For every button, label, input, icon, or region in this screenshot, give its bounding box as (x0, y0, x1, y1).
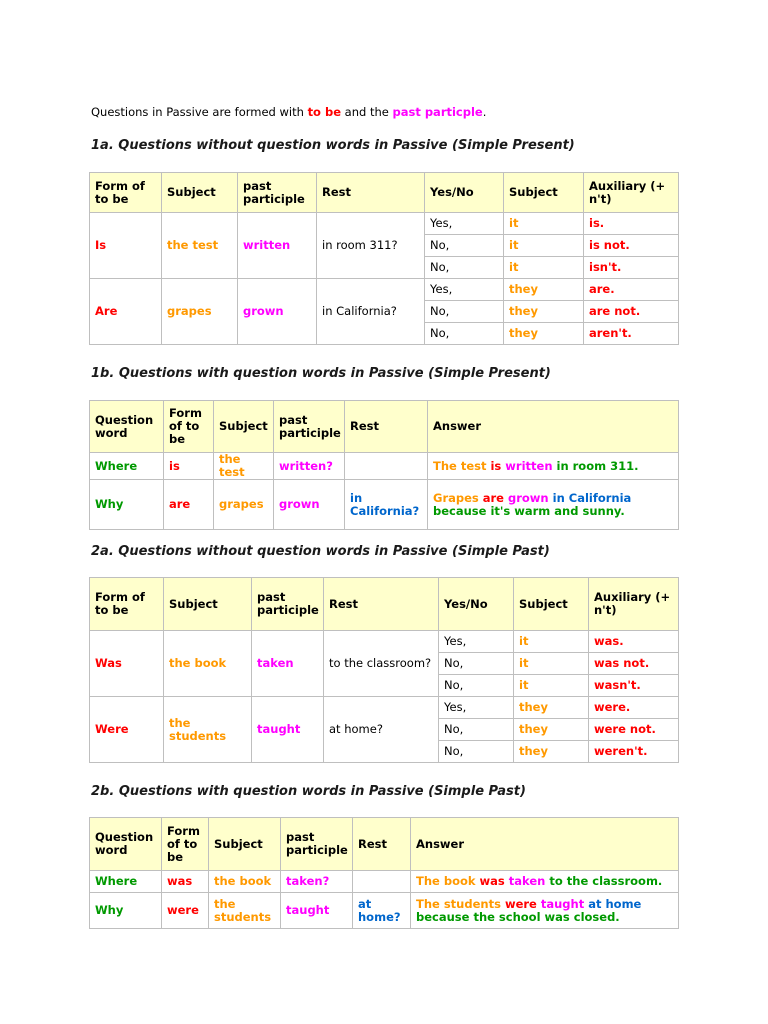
auxiliary-cell: are not. (584, 301, 679, 323)
intro-text-end: . (482, 105, 487, 119)
header-cell: Yes/No (439, 578, 514, 631)
table-1b (89, 400, 679, 530)
header-cell: Form of to be (162, 818, 209, 871)
table-2b (89, 817, 679, 929)
intro-to-be: to be (307, 105, 341, 119)
auxiliary-cell: aren't. (584, 323, 679, 345)
table-row (90, 631, 679, 653)
header-cell: Subject (514, 578, 589, 631)
answer-cell: The test is written in room 311. (428, 453, 679, 480)
auxiliary-cell: was. (589, 631, 679, 653)
participle-cell: taken? (281, 871, 353, 893)
answer-subject-cell: they (504, 301, 584, 323)
subject-cell: grapes (214, 480, 274, 530)
table-row (90, 480, 679, 530)
intro-text: Questions in Passive are formed with (91, 105, 308, 119)
rest-cell: at home? (353, 893, 411, 929)
table-row (90, 213, 679, 235)
table-header-row (90, 578, 679, 631)
auxiliary-cell: weren't. (589, 741, 679, 763)
table-header-row (90, 173, 679, 213)
subject-cell: the students (164, 697, 252, 763)
subject-cell: the book (164, 631, 252, 697)
section-2a-title: 2a. Questions without question words in Passive (Simple Past) (91, 544, 550, 559)
form-cell: was (162, 871, 209, 893)
auxiliary-cell: are. (584, 279, 679, 301)
intro-past-participle: past particple (392, 105, 483, 119)
rest-cell: at home? (324, 697, 439, 763)
section-1b-title: 1b. Questions with question words in Passive (Simple Present) (91, 366, 551, 381)
answer-cell: Grapes are grown in California because it's warm and sunny. (428, 480, 679, 530)
table-header-row (90, 401, 679, 453)
answer-subject-cell: it (514, 653, 589, 675)
intro-sentence (91, 105, 486, 119)
table-row (90, 697, 679, 719)
header-cell: Rest (345, 401, 428, 453)
yesno-cell: No, (425, 301, 504, 323)
intro-text-middle: and the (341, 105, 393, 119)
answer-subject-cell: they (504, 323, 584, 345)
yesno-cell: Yes, (439, 697, 514, 719)
yesno-cell: No, (425, 235, 504, 257)
yesno-cell: No, (425, 323, 504, 345)
participle-cell: grown (274, 480, 345, 530)
auxiliary-cell: isn't. (584, 257, 679, 279)
header-cell: past participle (252, 578, 324, 631)
auxiliary-cell: were not. (589, 719, 679, 741)
yesno-cell: Yes, (425, 279, 504, 301)
answer-subject-cell: they (514, 719, 589, 741)
form-cell: were (162, 893, 209, 929)
question-word-cell: Where (90, 453, 164, 480)
auxiliary-cell: was not. (589, 653, 679, 675)
auxiliary-cell: is. (584, 213, 679, 235)
answer-cell: The book was taken to the classroom. (411, 871, 679, 893)
header-cell: Subject (164, 578, 252, 631)
subject-cell: grapes (162, 279, 238, 345)
participle-cell: written (238, 213, 317, 279)
form-cell: Are (90, 279, 162, 345)
auxiliary-cell: is not. (584, 235, 679, 257)
answer-cell: The students were taught at home because the school was closed. (411, 893, 679, 929)
form-cell: Were (90, 697, 164, 763)
header-cell: Subject (209, 818, 281, 871)
section-1a-title: 1a. Questions without question words in Passive (Simple Present) (91, 138, 575, 153)
yesno-cell: No, (439, 675, 514, 697)
header-cell: Auxiliary (+ n't) (589, 578, 679, 631)
header-cell: Yes/No (425, 173, 504, 213)
question-word-cell: Where (90, 871, 162, 893)
header-cell: Subject (162, 173, 238, 213)
rest-cell (345, 453, 428, 480)
yesno-cell: No, (439, 741, 514, 763)
header-cell: Form of to be (90, 173, 162, 213)
header-cell: Subject (214, 401, 274, 453)
header-cell: Auxiliary (+ n't) (584, 173, 679, 213)
participle-cell: taught (252, 697, 324, 763)
rest-cell: in room 311? (317, 213, 425, 279)
rest-cell (353, 871, 411, 893)
header-cell: Answer (428, 401, 679, 453)
answer-subject-cell: it (514, 675, 589, 697)
auxiliary-cell: wasn't. (589, 675, 679, 697)
participle-cell: grown (238, 279, 317, 345)
table-2a (89, 577, 679, 763)
yesno-cell: Yes, (439, 631, 514, 653)
table-1a (89, 172, 679, 345)
subject-cell: the test (214, 453, 274, 480)
header-cell: Form of to be (164, 401, 214, 453)
answer-subject-cell: it (514, 631, 589, 653)
header-cell: Answer (411, 818, 679, 871)
header-cell: Rest (317, 173, 425, 213)
answer-subject-cell: it (504, 213, 584, 235)
auxiliary-cell: were. (589, 697, 679, 719)
header-cell: Question word (90, 818, 162, 871)
table-row (90, 279, 679, 301)
question-word-cell: Why (90, 480, 164, 530)
header-cell: Rest (324, 578, 439, 631)
form-cell: are (164, 480, 214, 530)
header-cell: Question word (90, 401, 164, 453)
rest-cell: in California? (345, 480, 428, 530)
subject-cell: the test (162, 213, 238, 279)
subject-cell: the students (209, 893, 281, 929)
table-header-row (90, 818, 679, 871)
answer-subject-cell: they (514, 741, 589, 763)
table-row (90, 893, 679, 929)
yesno-cell: No, (425, 257, 504, 279)
answer-subject-cell: they (504, 279, 584, 301)
header-cell: past participle (238, 173, 317, 213)
participle-cell: taught (281, 893, 353, 929)
participle-cell: taken (252, 631, 324, 697)
subject-cell: the book (209, 871, 281, 893)
header-cell: Form of to be (90, 578, 164, 631)
form-cell: Is (90, 213, 162, 279)
table-row (90, 871, 679, 893)
form-cell: Was (90, 631, 164, 697)
answer-subject-cell: it (504, 235, 584, 257)
answer-subject-cell: it (504, 257, 584, 279)
header-cell: past participle (274, 401, 345, 453)
table-row (90, 453, 679, 480)
question-word-cell: Why (90, 893, 162, 929)
answer-subject-cell: they (514, 697, 589, 719)
yesno-cell: Yes, (425, 213, 504, 235)
yesno-cell: No, (439, 719, 514, 741)
rest-cell: in California? (317, 279, 425, 345)
section-2b-title: 2b. Questions with question words in Passive (Simple Past) (91, 784, 526, 799)
rest-cell: to the classroom? (324, 631, 439, 697)
participle-cell: written? (274, 453, 345, 480)
header-cell: Subject (504, 173, 584, 213)
form-cell: is (164, 453, 214, 480)
header-cell: past participle (281, 818, 353, 871)
yesno-cell: No, (439, 653, 514, 675)
header-cell: Rest (353, 818, 411, 871)
